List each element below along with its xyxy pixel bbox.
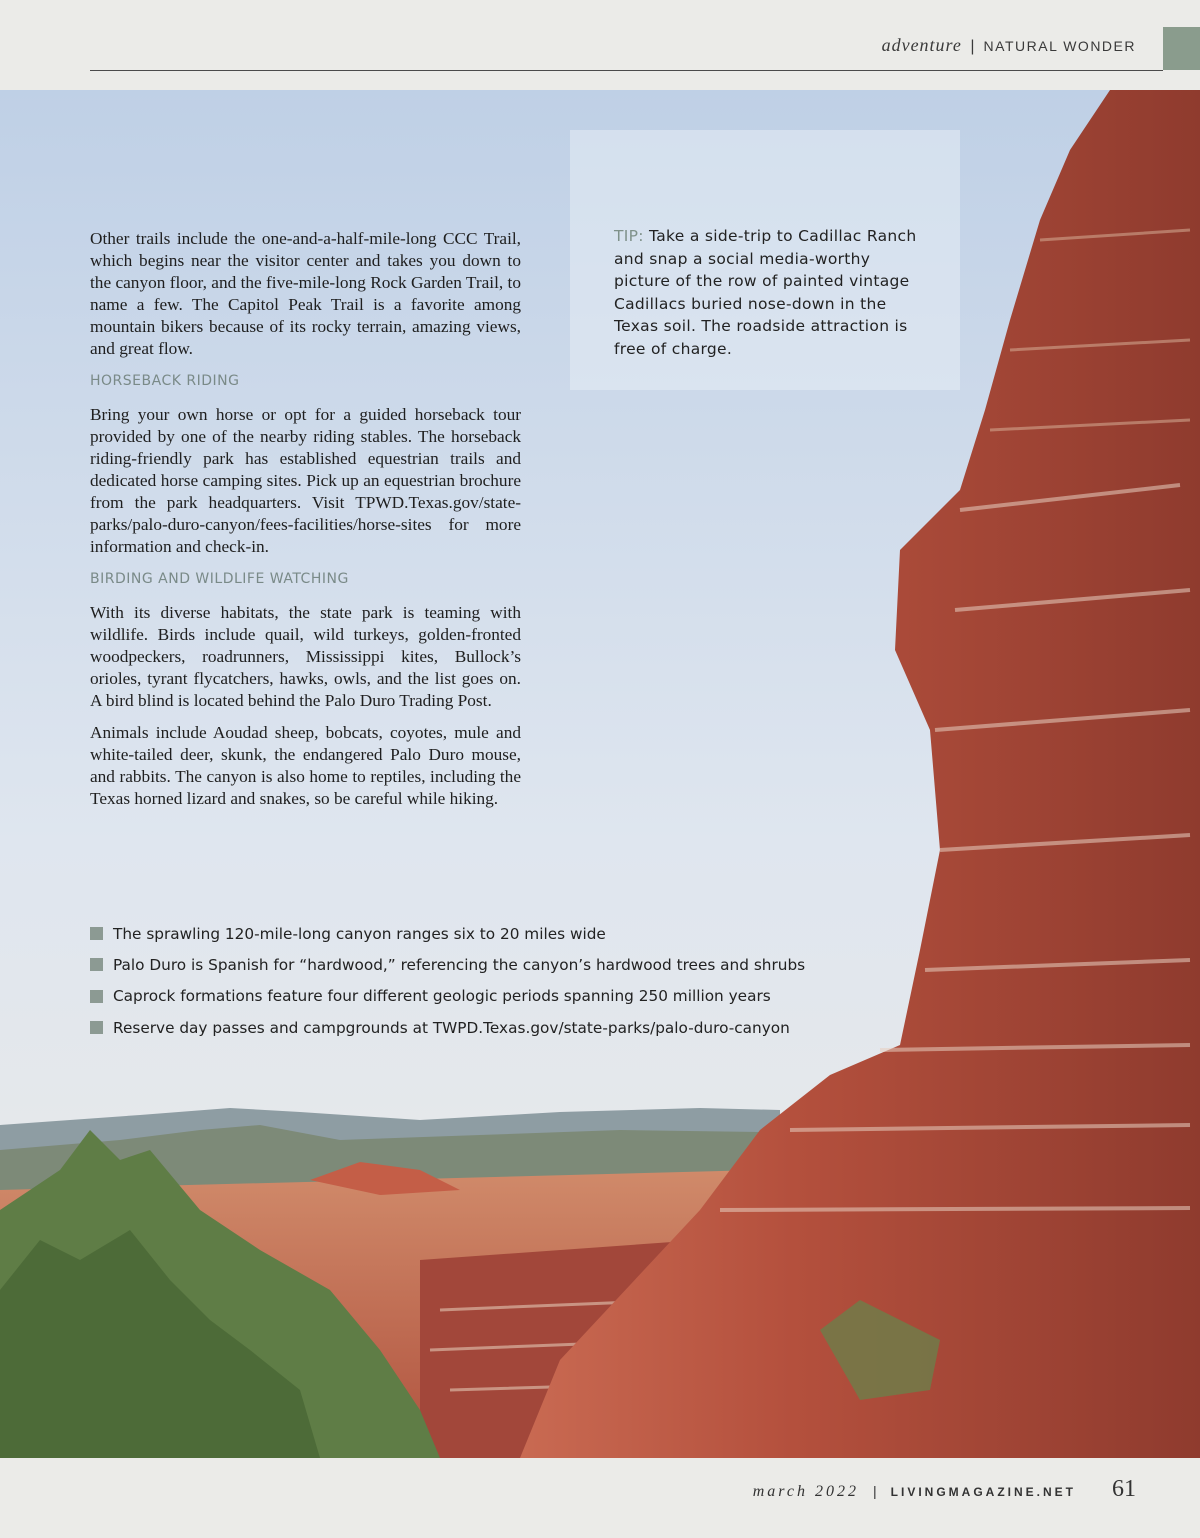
paragraph-other-trails: Other trails include the one-and-a-half-mile-long CCC Trail, which begins near the visitor center and takes you down to the canyon floor, and the five-mile-long Rock Garden Trail, to name a few. The Capitol Peak Trail is a favorite among mountain bikers because of its rocky terrain, amazing views, and great flow. xyxy=(90,229,521,358)
subhead-horseback-riding: HORSEBACK RIDING xyxy=(90,373,240,389)
folio xyxy=(753,1476,1136,1503)
fact-text: Palo Duro is Spanish for “hardwood,” referencing the canyon’s hardwood trees and shrubs xyxy=(113,955,806,974)
header-rule xyxy=(90,70,1163,71)
tip-callout xyxy=(614,225,924,360)
issue-date: march 2022 xyxy=(752,1483,860,1500)
folio-separator: | xyxy=(873,1483,877,1499)
page-number: 61 xyxy=(1112,1476,1136,1502)
square-bullet-icon xyxy=(90,990,103,1003)
paragraph-birds: With its diverse habitats, the state park is teaming with wildlife. Birds include quail, wild turkeys, golden-fronted woodpeckers, roadrunners, Mississippi kites, Bullock’s orioles, tyrant flycatchers, hawks, owls, and the list goes on. A bird blind is located behind the Palo Duro Trading Post. xyxy=(90,603,521,710)
paragraph-animals: Animals include Aoudad sheep, bobcats, coyotes, mule and white-tailed deer, skunk, the endangered Palo Duro mouse, and rabbits. The canyon is also home to reptiles, including the Texas horned lizard and snakes, so be careful while hiking. xyxy=(90,723,521,808)
fact-text: The sprawling 120-mile-long canyon ranges six to 20 miles wide xyxy=(113,924,606,943)
list-item xyxy=(90,949,850,980)
running-head-section: adventure xyxy=(881,35,962,55)
site-url: LIVINGMAGAZINE.NET xyxy=(890,1485,1076,1499)
article-body xyxy=(90,228,521,820)
running-head-topic: NATURAL WONDER xyxy=(983,38,1136,54)
header-color-tab xyxy=(1163,27,1200,70)
running-head xyxy=(882,35,1136,56)
subhead-birding: BIRDING AND WILDLIFE WATCHING xyxy=(90,571,349,587)
fact-text: Caprock formations feature four different geologic periods spanning 250 million years xyxy=(113,987,771,1006)
fact-list xyxy=(90,918,850,1043)
running-head-separator: | xyxy=(970,38,976,55)
square-bullet-icon xyxy=(90,927,103,940)
list-item xyxy=(90,981,850,1012)
list-item xyxy=(90,1012,850,1043)
tip-label: TIP: xyxy=(614,227,644,245)
list-item xyxy=(90,918,850,949)
square-bullet-icon xyxy=(90,1021,103,1034)
page-header xyxy=(0,0,1200,90)
square-bullet-icon xyxy=(90,958,103,971)
tip-body: Take a side-trip to Cadillac Ranch and snap a social media-worthy picture of the row of painted vintage Cadillacs buried nose-down in the Texas soil. The roadside attraction is free of charge. xyxy=(614,227,917,358)
fact-text: Reserve day passes and campgrounds at TWPD.Texas.gov/state-parks/palo-duro-canyon xyxy=(113,1018,790,1037)
paragraph-horseback: Bring your own horse or opt for a guided horseback tour provided by one of the nearby riding stables. The horseback riding-friendly park has established equestrian trails and dedicated horse camping sites. Pick up an equestrian brochure from the park headquarters. Visit TPWD.Texas.gov/state-parks/palo-duro-canyon/fees-facilities/horse-sites for more information and check-in. xyxy=(90,405,521,556)
